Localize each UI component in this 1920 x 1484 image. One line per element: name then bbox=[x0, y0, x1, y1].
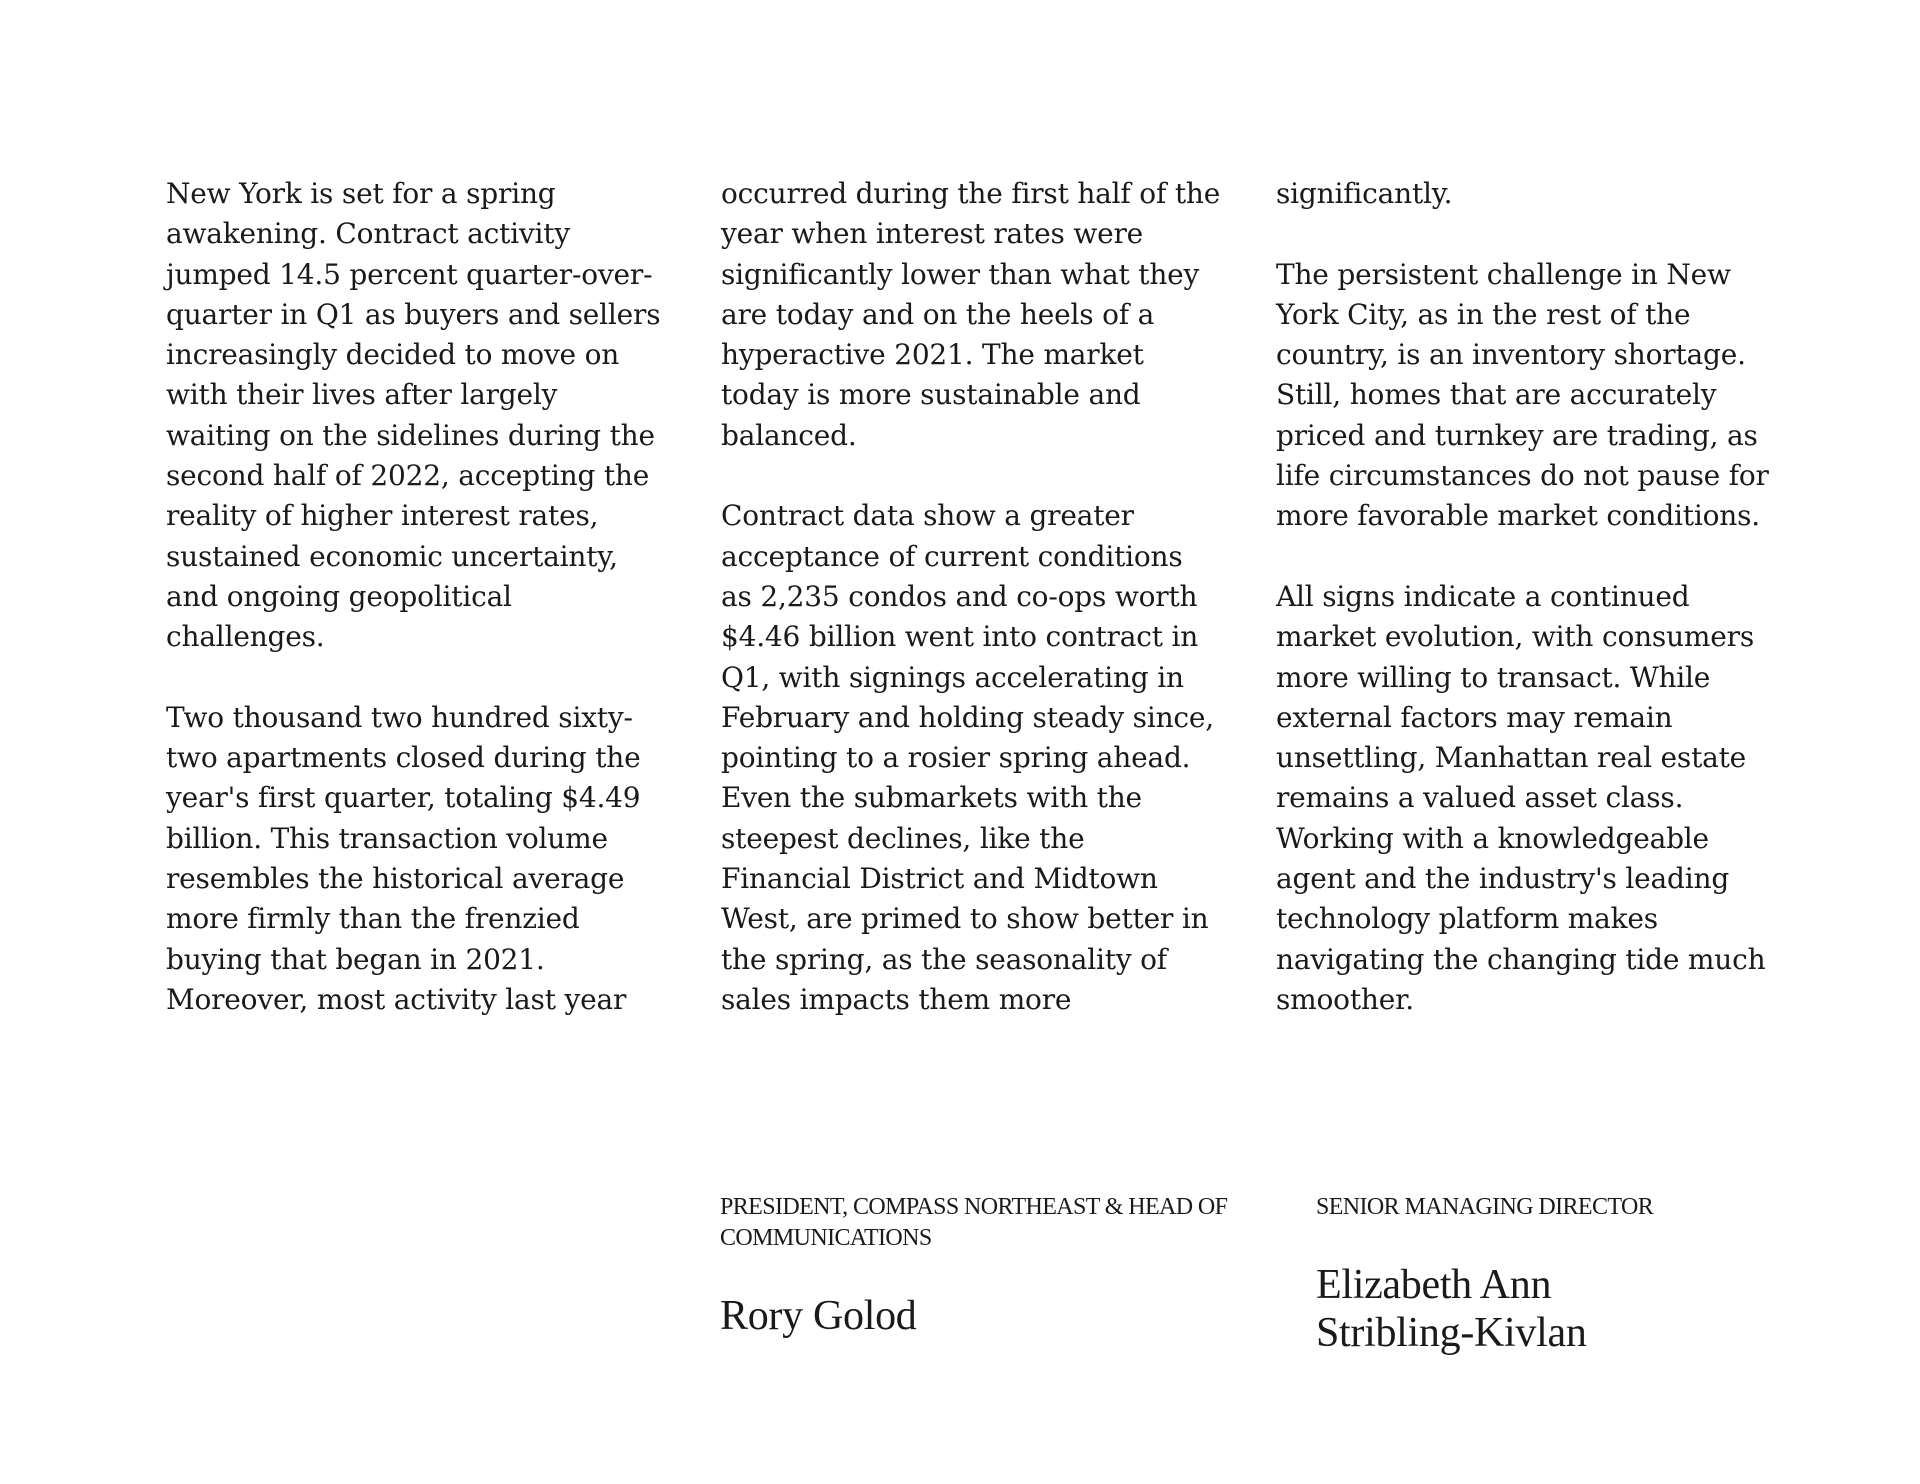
paragraph: Contract data show a greater acceptance of current conditions as 2,235 condos and co-ops worth $4.46 billion went into contract in Q1, with signings accelerating in February and holding steady since, pointing to a rosier spring ahead. Even the submarkets with the steepest declines, like the Financial District and Midtown West, are primed to show better in the spring, as the seasonality of sales impacts them more bbox=[721, 499, 1214, 1016]
paragraph: The persistent challenge in New York City, as in the rest of the country, is an inventory shortage. Still, homes that are accurately priced and turnkey are trading, as life circumstances do not pause for more favorable market conditions. bbox=[1276, 257, 1769, 533]
signature-block-elizabeth-ann-stribling-kivlan bbox=[1316, 1192, 1656, 1357]
paragraph: All signs indicate a continued market evolution, with consumers more willing to transact. While external factors may remain unsettling, Manhattan real estate remains a valued asset class. Working with a knowledgeable agent and the industry's leading technology platform makes navigating the changing tide much smoother. bbox=[1276, 579, 1766, 1016]
article-column-3 bbox=[1276, 174, 1776, 1020]
signature-name: Elizabeth Ann Stribling-Kivlan bbox=[1316, 1262, 1587, 1356]
signature-block-rory-golod bbox=[720, 1192, 1280, 1340]
article-column-2 bbox=[721, 174, 1221, 1020]
paragraph: occurred during the first half of the year when interest rates were significantly lower than what they are today and on the heels of a hyperactive 2021. The market today is more sustainable and balanced. bbox=[721, 177, 1221, 452]
paragraph: Two thousand two hundred sixty-two apartments closed during the year's first quarter, totaling $4.49 billion. This transaction volume resembles the historical average more firmly than the frenzied buying that began in 2021. Moreover, most activity last year bbox=[166, 700, 641, 1016]
paragraph: New York is set for a spring awakening. Contract activity jumped 14.5 percent quarter-over-quarter in Q1 as buyers and sellers increasingly decided to move on with their lives after largely waiting on the sidelines during the second half of 2022, accepting the reality of higher interest rates, sustained economic uncertainty, and ongoing geopolitical challenges. bbox=[166, 177, 661, 654]
article-column-1 bbox=[166, 174, 666, 1020]
article-body bbox=[166, 174, 1776, 1020]
signature-name: Rory Golod bbox=[720, 1293, 917, 1339]
paragraph: significantly. bbox=[1276, 177, 1453, 210]
signature-title: SENIOR MANAGING DIRECTOR bbox=[1316, 1194, 1654, 1220]
signature-title: PRESIDENT, COMPASS NORTHEAST & HEAD OF COMMUNICATIONS bbox=[720, 1194, 1228, 1251]
